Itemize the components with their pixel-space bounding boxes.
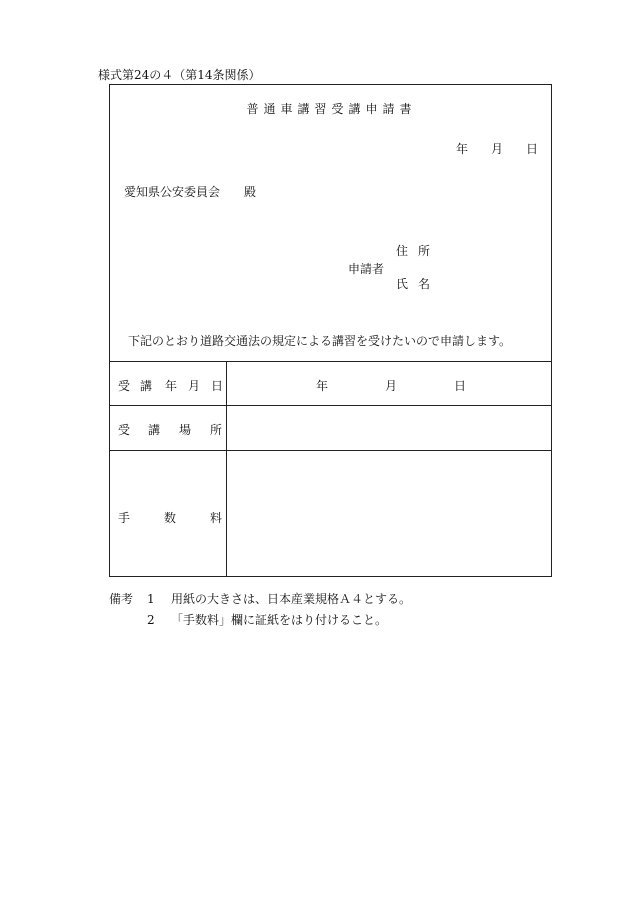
lesson-date-label-char: 日 [211, 379, 224, 393]
lesson-date-month: 月 [385, 379, 398, 393]
fee-label-char: 手 [118, 511, 131, 525]
applicant-address-label: 住所 [396, 244, 441, 258]
lesson-date-year: 年 [316, 379, 329, 393]
table-column-divider [226, 361, 227, 577]
lesson-place-label-char: 講 [148, 423, 161, 437]
header-date-day: 日 [526, 142, 539, 156]
lesson-date-label-char: 年 [165, 379, 178, 393]
note-text: 用紙の大きさは、日本産業規格Ａ４とする。 [171, 592, 412, 606]
form-number: 様式第24の４（第14条関係） [98, 68, 261, 82]
form-title: 普通車講習受講申請書 [246, 102, 417, 116]
lesson-date-label-char: 月 [188, 379, 201, 393]
lesson-place-label-char: 受 [118, 423, 131, 437]
fee-label-char: 数 [164, 511, 177, 525]
note-item [109, 589, 411, 610]
lesson-place-label-char: 場 [179, 423, 192, 437]
note-number: 2 [147, 613, 155, 627]
header-date-month: 月 [491, 142, 504, 156]
note-item [109, 610, 411, 631]
note-text: 「手数料」欄に証紙をはり付けること。 [171, 613, 388, 627]
table-row-divider [110, 405, 551, 406]
lesson-date-day: 日 [454, 379, 467, 393]
application-statement: 下記のとおり道路交通法の規定による講習を受けたいので申請します。 [128, 334, 512, 348]
applicant-name-label: 氏名 [396, 277, 441, 291]
application-form [109, 84, 552, 577]
honorific: 殿 [244, 185, 257, 199]
table-top-border [110, 361, 551, 362]
header-date-year: 年 [456, 142, 469, 156]
addressee: 愛知県公安委員会 [124, 185, 221, 199]
lesson-place-label-char: 所 [210, 423, 223, 437]
fee-label-char: 料 [210, 511, 223, 525]
notes-heading: 備考 [109, 592, 134, 606]
notes [109, 589, 411, 631]
applicant-label: 申請者 [348, 262, 385, 276]
note-number: 1 [147, 592, 155, 606]
table-row-divider [110, 450, 551, 451]
lesson-date-label-char: 受 [118, 379, 131, 393]
lesson-date-label-char: 講 [140, 379, 153, 393]
